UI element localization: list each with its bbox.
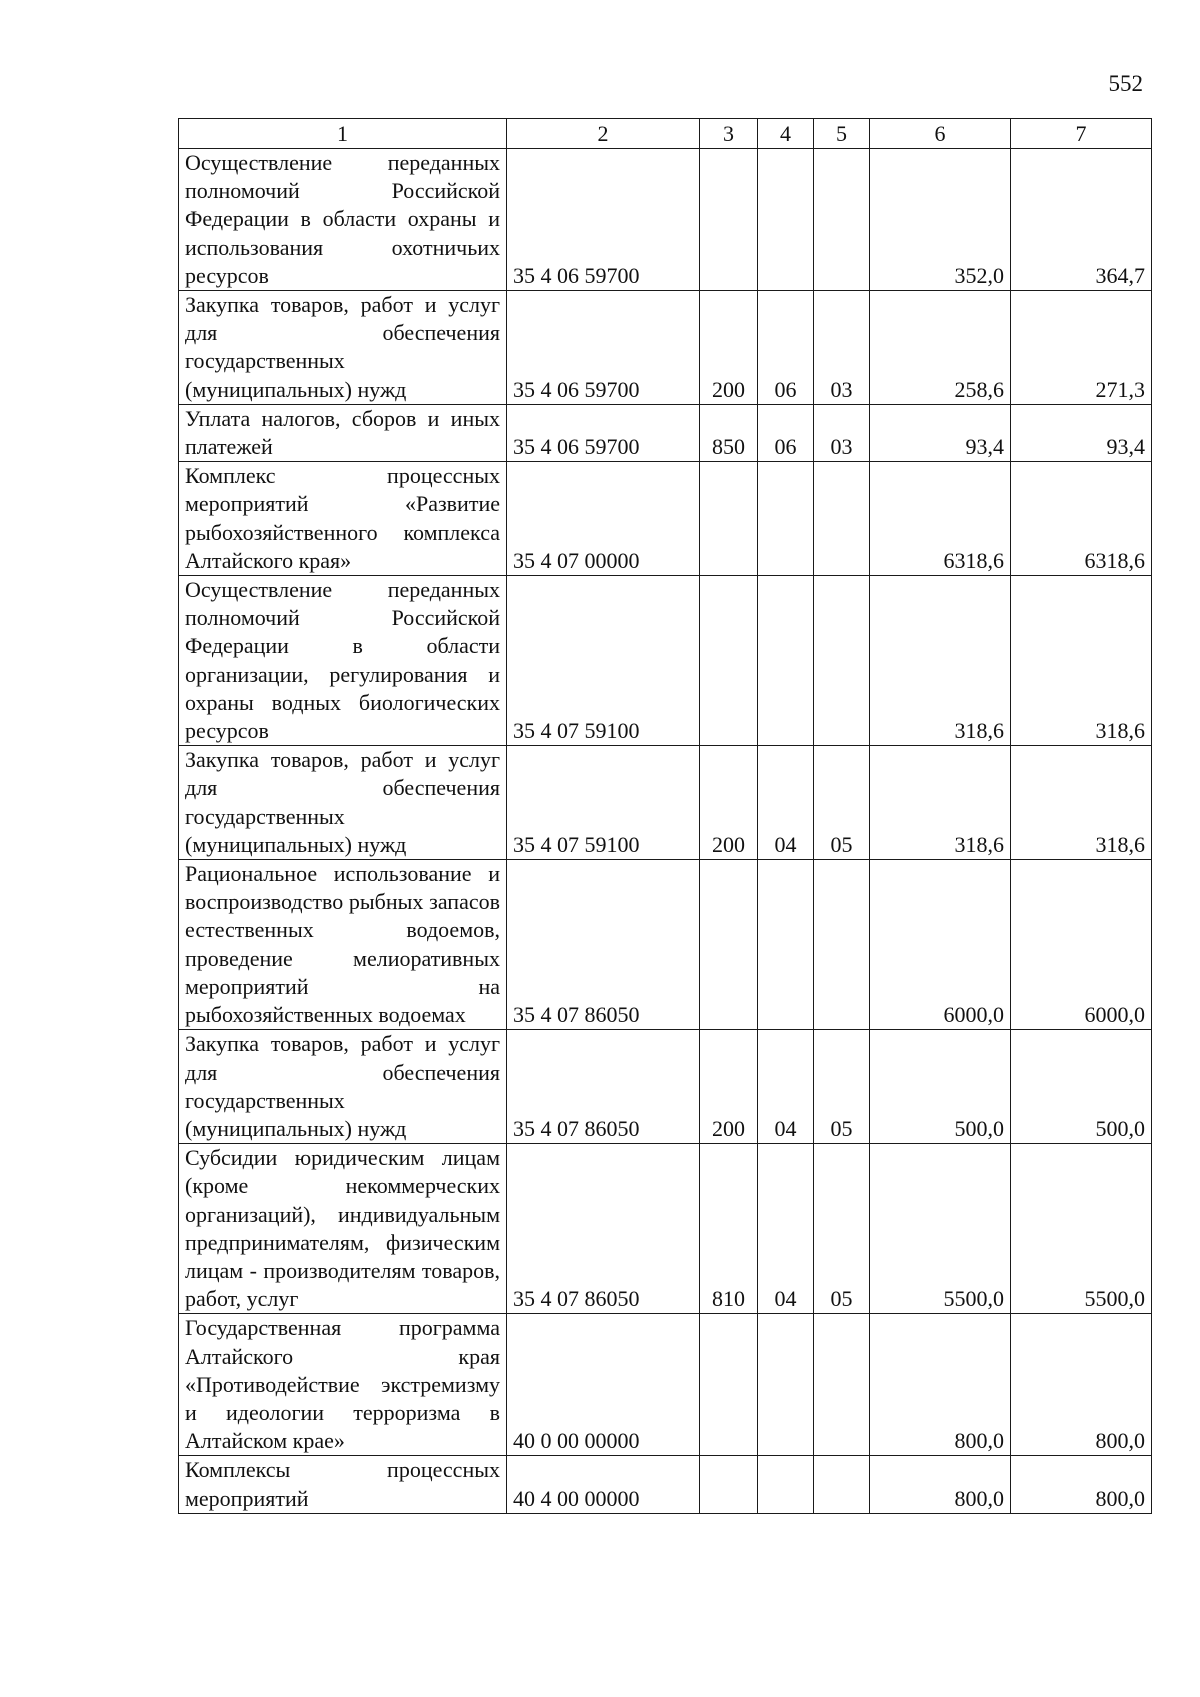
- row-col6-cell: 5500,0: [870, 1144, 1011, 1314]
- row-col5-cell: 05: [814, 746, 870, 860]
- row-col4-cell: [758, 576, 814, 746]
- table-row: [179, 1314, 1152, 1456]
- row-col5-cell: 05: [814, 1030, 870, 1144]
- header-cell: 2: [507, 119, 700, 149]
- budget-table: [178, 118, 1152, 1514]
- header-cell: 1: [179, 119, 507, 149]
- row-col7-cell: 5500,0: [1011, 1144, 1152, 1314]
- row-col6-cell: 500,0: [870, 1030, 1011, 1144]
- row-col7-cell: 6318,6: [1011, 462, 1152, 576]
- row-col3-cell: 810: [700, 1144, 758, 1314]
- row-col6-cell: 352,0: [870, 149, 1011, 291]
- row-col5-cell: [814, 462, 870, 576]
- row-col6-cell: 800,0: [870, 1456, 1011, 1513]
- header-cell: 4: [758, 119, 814, 149]
- row-col3-cell: [700, 576, 758, 746]
- row-col6-cell: 258,6: [870, 291, 1011, 405]
- row-col3-cell: [700, 462, 758, 576]
- table-row: [179, 860, 1152, 1030]
- row-code-cell: 40 4 00 00000: [507, 1456, 700, 1513]
- row-code-cell: 35 4 06 59700: [507, 149, 700, 291]
- row-col7-cell: 500,0: [1011, 1030, 1152, 1144]
- header-cell: 5: [814, 119, 870, 149]
- table-row: [179, 1030, 1152, 1144]
- page-number: 552: [1108, 71, 1143, 96]
- table-row: [179, 1456, 1152, 1513]
- row-col4-cell: [758, 149, 814, 291]
- row-code-cell: 35 4 06 59700: [507, 404, 700, 461]
- row-name-cell: Осуществление переданных полномочий Российской Федерации в области охраны и использования охотничьих ресурсов: [179, 149, 507, 291]
- row-col7-cell: 93,4: [1011, 404, 1152, 461]
- row-name-cell: Рациональное использование и воспроизводство рыбных запасов естественных водоемов, проведение мелиоративных мероприятий на рыбохозяйственных водоемах: [179, 860, 507, 1030]
- row-col7-cell: 6000,0: [1011, 860, 1152, 1030]
- row-col3-cell: [700, 1314, 758, 1456]
- row-name-cell: Комплексы процессных мероприятий: [179, 1456, 507, 1513]
- row-col3-cell: 200: [700, 746, 758, 860]
- row-col4-cell: 04: [758, 746, 814, 860]
- table-row: [179, 746, 1152, 860]
- row-col6-cell: 6318,6: [870, 462, 1011, 576]
- row-code-cell: 35 4 07 86050: [507, 1030, 700, 1144]
- row-col6-cell: 318,6: [870, 746, 1011, 860]
- header-cell: 3: [700, 119, 758, 149]
- header-row: [179, 119, 1152, 149]
- row-name-cell: Закупка товаров, работ и услуг для обеспечения государственных (муниципальных) нужд: [179, 1030, 507, 1144]
- table-row: [179, 1144, 1152, 1314]
- row-code-cell: 35 4 06 59700: [507, 291, 700, 405]
- table-row: [179, 404, 1152, 461]
- row-col3-cell: 850: [700, 404, 758, 461]
- row-col6-cell: 318,6: [870, 576, 1011, 746]
- row-col3-cell: [700, 860, 758, 1030]
- row-col7-cell: 271,3: [1011, 291, 1152, 405]
- row-col5-cell: [814, 1456, 870, 1513]
- row-code-cell: 35 4 07 86050: [507, 860, 700, 1030]
- table-row: [179, 291, 1152, 405]
- row-col7-cell: 800,0: [1011, 1314, 1152, 1456]
- row-name-cell: Осуществление переданных полномочий Российской Федерации в области организации, регулирования и охраны водных биологических ресурсов: [179, 576, 507, 746]
- row-code-cell: 40 0 00 00000: [507, 1314, 700, 1456]
- row-name-cell: Комплекс процессных мероприятий «Развитие рыбохозяйственного комплекса Алтайского края»: [179, 462, 507, 576]
- row-name-cell: Закупка товаров, работ и услуг для обеспечения государственных (муниципальных) нужд: [179, 746, 507, 860]
- row-col4-cell: 04: [758, 1144, 814, 1314]
- row-col3-cell: 200: [700, 1030, 758, 1144]
- row-col4-cell: [758, 1456, 814, 1513]
- row-col5-cell: [814, 860, 870, 1030]
- row-name-cell: Закупка товаров, работ и услуг для обеспечения государственных (муниципальных) нужд: [179, 291, 507, 405]
- row-code-cell: 35 4 07 59100: [507, 576, 700, 746]
- row-col4-cell: [758, 462, 814, 576]
- row-code-cell: 35 4 07 86050: [507, 1144, 700, 1314]
- row-col5-cell: 03: [814, 291, 870, 405]
- row-col6-cell: 93,4: [870, 404, 1011, 461]
- row-col5-cell: [814, 576, 870, 746]
- header-cell: 7: [1011, 119, 1152, 149]
- row-code-cell: 35 4 07 59100: [507, 746, 700, 860]
- table-row: [179, 576, 1152, 746]
- row-name-cell: Государственная программа Алтайского края «Противодействие экстремизму и идеологии терроризма в Алтайском крае»: [179, 1314, 507, 1456]
- row-col4-cell: 06: [758, 291, 814, 405]
- row-name-cell: Уплата налогов, сборов и иных платежей: [179, 404, 507, 461]
- row-code-cell: 35 4 07 00000: [507, 462, 700, 576]
- row-col6-cell: 6000,0: [870, 860, 1011, 1030]
- row-col5-cell: 05: [814, 1144, 870, 1314]
- row-col4-cell: 04: [758, 1030, 814, 1144]
- row-col4-cell: [758, 860, 814, 1030]
- row-col3-cell: 200: [700, 291, 758, 405]
- row-col7-cell: 318,6: [1011, 746, 1152, 860]
- row-col7-cell: 318,6: [1011, 576, 1152, 746]
- row-col7-cell: 800,0: [1011, 1456, 1152, 1513]
- row-col5-cell: 03: [814, 404, 870, 461]
- row-col3-cell: [700, 1456, 758, 1513]
- header-cell: 6: [870, 119, 1011, 149]
- row-name-cell: Субсидии юридическим лицам (кроме некоммерческих организаций), индивидуальным предпринимателям, физическим лицам - производителям товаров, работ, услуг: [179, 1144, 507, 1314]
- table-row: [179, 149, 1152, 291]
- row-col5-cell: [814, 149, 870, 291]
- row-col4-cell: 06: [758, 404, 814, 461]
- row-col5-cell: [814, 1314, 870, 1456]
- row-col4-cell: [758, 1314, 814, 1456]
- row-col7-cell: 364,7: [1011, 149, 1152, 291]
- table-row: [179, 462, 1152, 576]
- row-col3-cell: [700, 149, 758, 291]
- row-col6-cell: 800,0: [870, 1314, 1011, 1456]
